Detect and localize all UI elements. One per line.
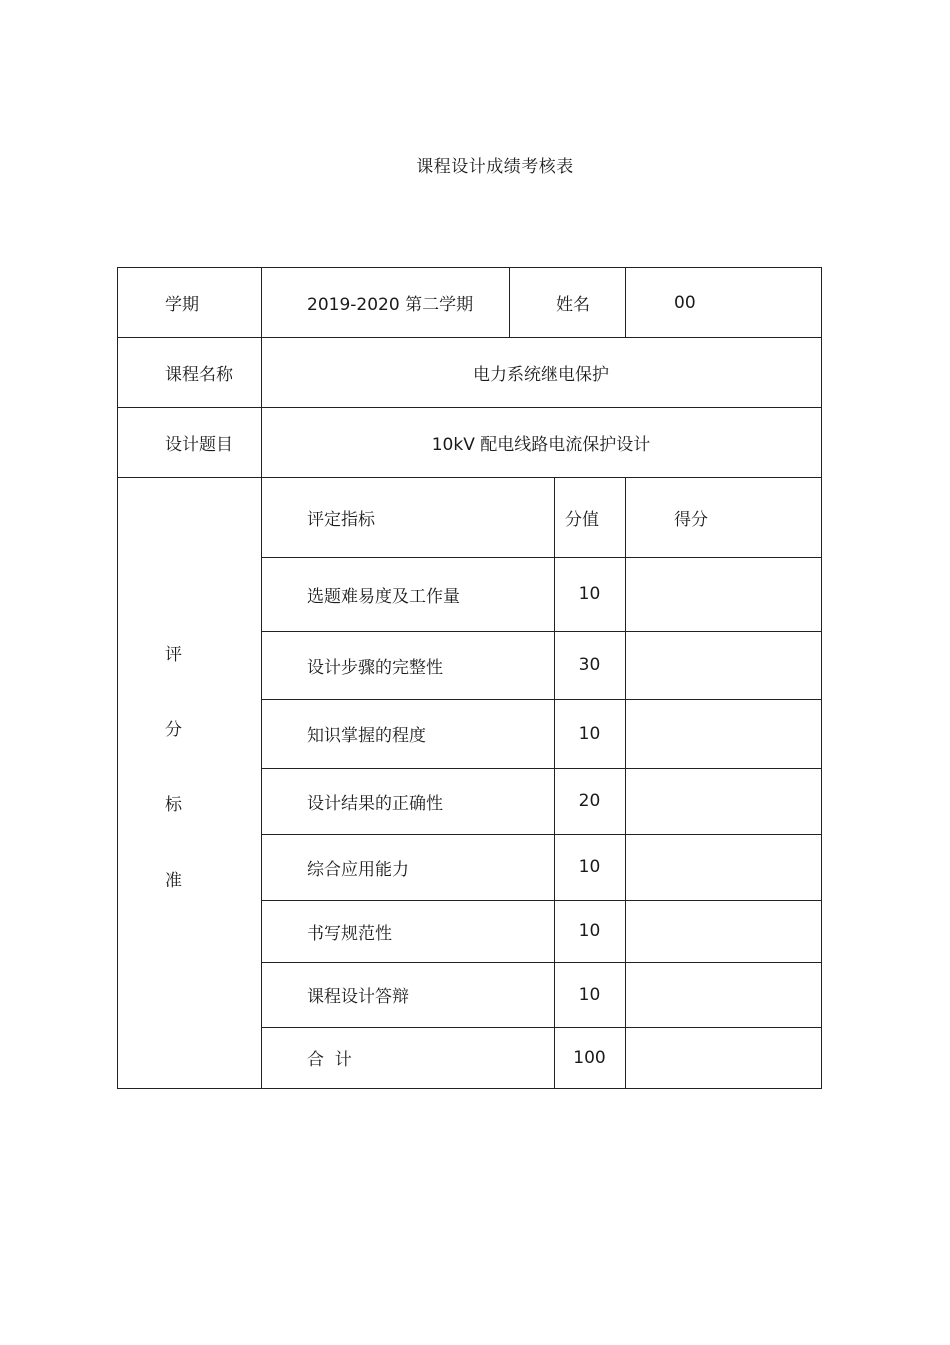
page-title: 课程设计成绩考核表 bbox=[416, 157, 574, 177]
criterion-cell: 课程设计答辩 bbox=[307, 987, 409, 1007]
score-cell[interactable] bbox=[626, 631, 821, 699]
criterion-cell: 设计结果的正确性 bbox=[307, 793, 443, 814]
topic-value: 10kV 配电线路电流保护设计 bbox=[431, 434, 651, 455]
score-cell[interactable] bbox=[626, 557, 821, 631]
topic-label: 设计题目 bbox=[165, 434, 233, 455]
col-divider bbox=[625, 268, 626, 337]
points-cell: 10 bbox=[578, 857, 601, 877]
section-label-char: 评 bbox=[165, 645, 182, 665]
row-divider bbox=[118, 477, 821, 478]
criterion-cell: 选题难易度及工作量 bbox=[307, 586, 460, 607]
name-value: 00 bbox=[674, 292, 696, 313]
criterion-cell: 综合应用能力 bbox=[307, 859, 409, 880]
total-points: 100 bbox=[573, 1047, 606, 1068]
criterion-cell: 知识掌握的程度 bbox=[307, 726, 426, 746]
score-cell[interactable] bbox=[626, 768, 821, 834]
score-cell[interactable] bbox=[626, 962, 821, 1027]
col-divider bbox=[509, 268, 510, 337]
total-score[interactable] bbox=[626, 1027, 821, 1088]
assessment-table bbox=[117, 267, 822, 1089]
course-label: 课程名称 bbox=[165, 364, 233, 385]
section-label-char: 准 bbox=[165, 871, 182, 891]
score-header: 得分 bbox=[674, 509, 708, 530]
points-cell: 30 bbox=[578, 655, 601, 675]
name-label: 姓名 bbox=[556, 295, 590, 315]
points-cell: 10 bbox=[578, 723, 601, 744]
criterion-header: 评定指标 bbox=[307, 509, 375, 530]
points-header: 分值 bbox=[565, 509, 599, 530]
section-label-char: 标 bbox=[165, 795, 182, 815]
term-label: 学期 bbox=[165, 295, 199, 315]
term-value: 2019-2020 第二学期 bbox=[307, 295, 474, 315]
course-value: 电力系统继电保护 bbox=[473, 364, 609, 385]
total-label: 合 计 bbox=[307, 1050, 352, 1070]
section-label-char: 分 bbox=[165, 720, 182, 740]
score-cell[interactable] bbox=[626, 900, 821, 962]
criterion-cell: 设计步骤的完整性 bbox=[307, 657, 443, 678]
points-cell: 10 bbox=[578, 984, 601, 1005]
criterion-cell: 书写规范性 bbox=[307, 923, 392, 944]
points-cell: 10 bbox=[578, 921, 601, 941]
points-cell: 10 bbox=[578, 584, 601, 604]
score-cell[interactable] bbox=[626, 699, 821, 768]
score-cell[interactable] bbox=[626, 834, 821, 900]
points-cell: 20 bbox=[578, 791, 601, 811]
